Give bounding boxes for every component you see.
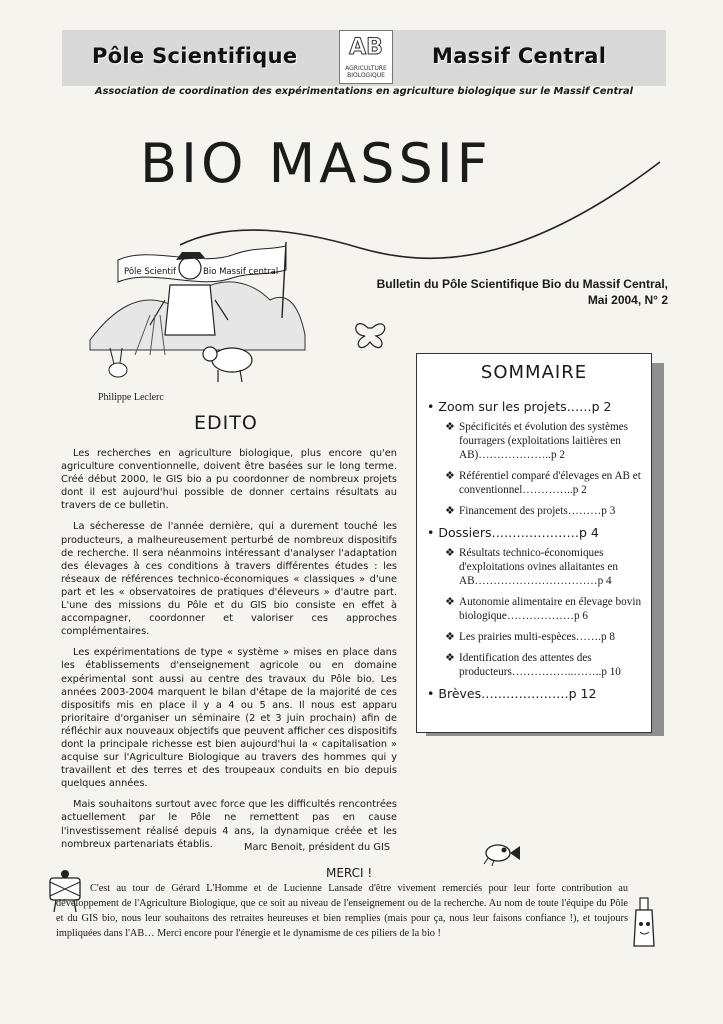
header-right-title: Massif Central [432,44,607,68]
sommaire-item[interactable] [445,469,647,497]
bullet-icon: • [427,686,435,701]
sommaire-section-label: Dossiers…………………p 4 [438,525,599,540]
edito-title: EDITO [194,412,258,434]
sommaire-item-label: Identification des attentes des producteurs……………..……..p 10 [459,652,621,678]
farmer-head [179,257,201,279]
diamond-bullet-icon: ❖ [445,596,455,608]
ab-logo-text: AGRICULTURE BIOLOGIQUE [345,65,387,79]
sommaire-item-label: Les prairies multi-espèces…….p 8 [459,631,615,643]
diamond-bullet-icon: ❖ [445,652,455,664]
sommaire-item-label: Référentiel comparé d'élevages en AB et conventionnel…………..p 2 [459,470,641,496]
diamond-bullet-icon: ❖ [445,470,455,482]
merci-body: C'est au tour de Gérard L'Homme et de Lucienne Lansade d'être vivement remerciés pour leur forte contribution au développement de l'Agriculture Biologique, que ce soit au niveau de l'enseignement ou de la recherche. Au nom de toute l'équipe du Pôle et du GIS bio, nous leur souhaitons des retraites heureuses et bien remplies (mais pour ça, nous leur faisons confiance !), et toujours impliquées dans l'AB… Merci encore pour l'énergie et le dynamisme de ces piliers de la bio ! [56,883,628,939]
sommaire-item-label: Financement des projets………p 3 [459,505,616,517]
cow-body [212,348,252,372]
sommaire-section[interactable] [427,525,647,540]
swoosh-line [180,162,660,258]
edito-body [61,447,397,859]
diamond-bullet-icon: ❖ [445,505,455,517]
header-subtitle: Association de coordination des expérimentations en agriculture biologique sur le Massif Central [95,86,633,97]
sommaire-section-label: Zoom sur les projets……p 2 [438,399,612,414]
sommaire-item-label: Résultats technico-économiques d'exploitations ovines allaitantes en AB……………………………p 4 [459,547,618,587]
edito-signature: Marc Benoit, président du GIS [244,842,391,853]
header-left-title: Pôle Scientifique [92,44,298,68]
ab-logo-mark: AB [349,35,383,60]
illustration-credit: Philippe Leclerc [98,392,164,403]
masthead-title: BIO MASSIF [140,132,492,195]
diamond-bullet-icon: ❖ [445,547,455,559]
bulletin-line-1: Bulletin du Pôle Scientifique Bio du Massif Central, [376,277,668,291]
diamond-bullet-icon: ❖ [445,421,455,433]
butterfly-icon [356,324,385,348]
sommaire-item[interactable] [445,630,647,644]
edito-paragraph: Les recherches en agriculture biologique, plus encore qu'en agriculture conventionnelle, doivent être basées sur le long terme. Créé début 2000, le GIS bio a pu coordonner de nombreux projets dont il est aujourd'hui possible de donner certains résultats au travers de ce bulletin. [61,448,397,512]
sommaire-box [416,353,652,733]
sommaire-item[interactable] [445,651,647,679]
sommaire-section[interactable] [427,686,647,701]
sommaire-title: SOMMAIRE [480,362,588,383]
sommaire-section[interactable] [427,399,647,414]
sommaire-item[interactable] [445,546,647,588]
bulletin-line-2: Mai 2004, N° 2 [587,293,668,307]
merci-title: MERCI ! [326,866,373,880]
edito-paragraph: La sécheresse de l'année dernière, qui a durement touché les producteurs, a malheureusement perturbé de nombreux dispositifs de recherche. Il sera néanmoins intéressant d'analyser l'adaptation des élevages à ces conditions à travers différentes études : les réseaux de références technico-économiques « classiques » d'une part et les « observatoires de pratiques d'éleveurs » d'autre part. L'une des missions du Pôle et du GIS bio consiste en effet à accompagner, coordonner et valoriser ces approches complémentaires. [61,521,397,638]
edito-paragraph: Les expérimentations de type « système » mises en place dans les établissements d'enseignement agricole ou en domaine expérimental sont aussi au centre des travaux du Pôle bio. Les années 2003-2004 marquent le bilan d'étape de la majorité de ces dispositifs mis en place il y a 4 ou 5 ans. Il nous est apparu prioritaire d'organiser un séminaire (2 et 3 juin prochain) afin de réfléchir aux nouveaux objectifs que peuvent afficher ces dispositifs dont la principale richesse est bien aujourd'hui la « capitalisation » acquise sur l'Agriculture Biologique au travers des hommes qui y travaillent et des terres et des troupeaux conduits en bio depuis quelques années. [61,647,397,790]
sommaire-item-label: Autonomie alimentaire en élevage bovin biologique………………p 6 [459,596,642,622]
rabbit-drawing [109,363,127,377]
sommaire-item-label: Spécificités et évolution des systèmes fourragers (exploitations laitières en AB)………………..p 2 [459,421,629,461]
bulletin-info [360,276,668,308]
sommaire-item[interactable] [445,595,647,623]
diamond-bullet-icon: ❖ [445,631,455,643]
fish-icon [480,838,524,868]
flag-left-text: Pôle Scientif [124,267,177,277]
ab-logo [339,30,393,84]
sommaire-list [427,399,647,707]
bottle-character-icon [628,896,662,954]
sommaire-item[interactable] [445,420,647,462]
bullet-icon: • [427,525,435,540]
cow-head [203,347,217,361]
farmer-body [165,285,215,335]
sommaire-item[interactable] [445,504,647,518]
edito-paragraph: Mais souhaitons surtout avec force que les difficultés rencontrées actuellement par le Pôle ne remettent pas en cause l'investissement réalisé depuis 4 ans, la dynamique créée et les nombreux partenariats établis. [61,799,397,850]
bullet-icon: • [427,399,435,414]
sommaire-section-label: Brèves…………………p 12 [438,686,597,701]
flag-right-text: Bio Massif central [203,267,279,277]
